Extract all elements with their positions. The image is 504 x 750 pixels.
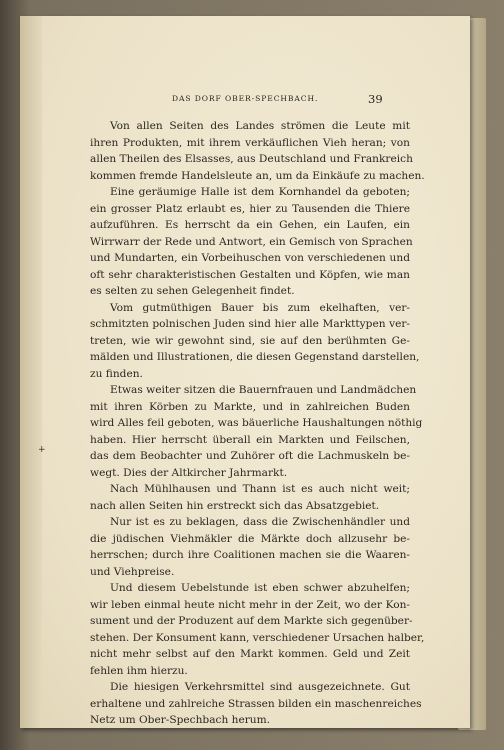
text-line: die jüdischen Viehmäkler die Märkte doch allzusehr be- — [90, 532, 410, 545]
text-line: aufzuführen. Es herrscht da ein Gehen, ein Laufen, ein — [90, 219, 410, 231]
text-line: fehlen ihm hierzu. — [90, 664, 188, 677]
text-line: wegt. Dies der Altkircher Jahrmarkt. — [90, 466, 288, 479]
text-line: Netz um Ober-Spechbach herum. — [90, 714, 271, 726]
text-line: allen Theilen des Elsasses, aus Deutschland und Frankreich — [90, 153, 413, 165]
text-line: Nach Mühlhausen und Thann ist es auch nicht weit; — [110, 483, 410, 495]
text-line: kommen fremde Handelsleute an, um da Einkäufe zu machen. — [90, 169, 425, 182]
text-line: erhaltene und zahlreiche Strassen bilden ein maschenreiches — [90, 697, 422, 710]
text-line: Etwas weiter sitzen die Bauernfrauen und Landmädchen — [110, 384, 417, 396]
text-line: treten, wie wir gewohnt sind, sie auf den berühmten Ge- — [90, 334, 410, 347]
text-line: es selten zu sehen Gelegenheit findet. — [90, 285, 295, 297]
text-line: Und diesem Uebelstunde ist eben schwer abzuhelfen; — [110, 582, 410, 594]
text-line: wir leben einmal heute nicht mehr in der Zeit, wo der Kon- — [90, 598, 410, 611]
text-line: ihren Produkten, mit ihrem verkäuflichen Vieh heran; von — [90, 136, 410, 149]
text-line: und Mundarten, ein Vorbeihuschen von verschiedenen und — [90, 252, 410, 264]
text-line: wird Alles feil geboten, was bäuerliche Haushaltungen nöthig — [90, 417, 423, 429]
text-line: Wirrwarr der Rede und Antwort, ein Gemisch von Sprachen — [90, 235, 413, 248]
text-line: mälden und Illustrationen, die diesen Gegenstand darstellen, — [90, 351, 420, 363]
text-line: und Viehpreise. — [90, 565, 175, 578]
text-line: sument und der Produzent auf dem Markte sich gegenüber- — [90, 615, 413, 627]
text-line: nach allen Seiten hin erstreckt sich das Absatzgebiet. — [90, 499, 380, 512]
text-line: Vom gutmüthigen Bauer bis zum ekelhaften, ver- — [110, 301, 410, 314]
text-line: Von allen Seiten des Landes strömen die Leute mit — [110, 120, 410, 132]
text-line: Eine geräumige Halle ist dem Kornhandel da geboten; — [110, 186, 410, 198]
book-page — [20, 16, 470, 728]
text-line: Nur ist es zu beklagen, dass die Zwischenhändler und — [110, 516, 410, 528]
text-line: zu finden. — [90, 367, 143, 380]
text-line: herrschen; durch ihre Coalitionen machen sie die Waaren- — [90, 549, 410, 561]
text-line: stehen. Der Konsument kann, verschiedener Ursachen halber, — [90, 631, 425, 644]
text-line: mit ihren Körben zu Markte, und in zahlreichen Buden — [90, 400, 410, 413]
text-line: Die hiesigen Verkehrsmittel sind ausgezeichnete. Gut — [110, 681, 410, 693]
page-gutter — [20, 16, 42, 728]
text-line: ein grosser Platz erlaubt es, hier zu Tausenden die Thiere — [90, 202, 410, 215]
running-head — [20, 92, 470, 108]
text-line: haben. Hier herrscht überall ein Markten und Feilschen, — [90, 433, 410, 446]
text-line: das dem Beobachter und Zuhörer oft die Lachmuskeln be- — [90, 450, 410, 462]
text-line: schmitzten polnischen Juden sind hier alle Markttypen ver- — [90, 318, 410, 330]
text-line: nicht mehr selbst auf den Markt kommen. Geld und Zeit — [90, 648, 410, 660]
margin-mark: + — [38, 445, 46, 455]
text-line: oft sehr charakteristischen Gestalten und Köpfen, wie man — [90, 268, 410, 281]
running-title: DAS DORF OBER-SPECHBACH. — [172, 94, 319, 103]
body-text — [90, 118, 425, 729]
page-number: 39 — [368, 92, 383, 106]
